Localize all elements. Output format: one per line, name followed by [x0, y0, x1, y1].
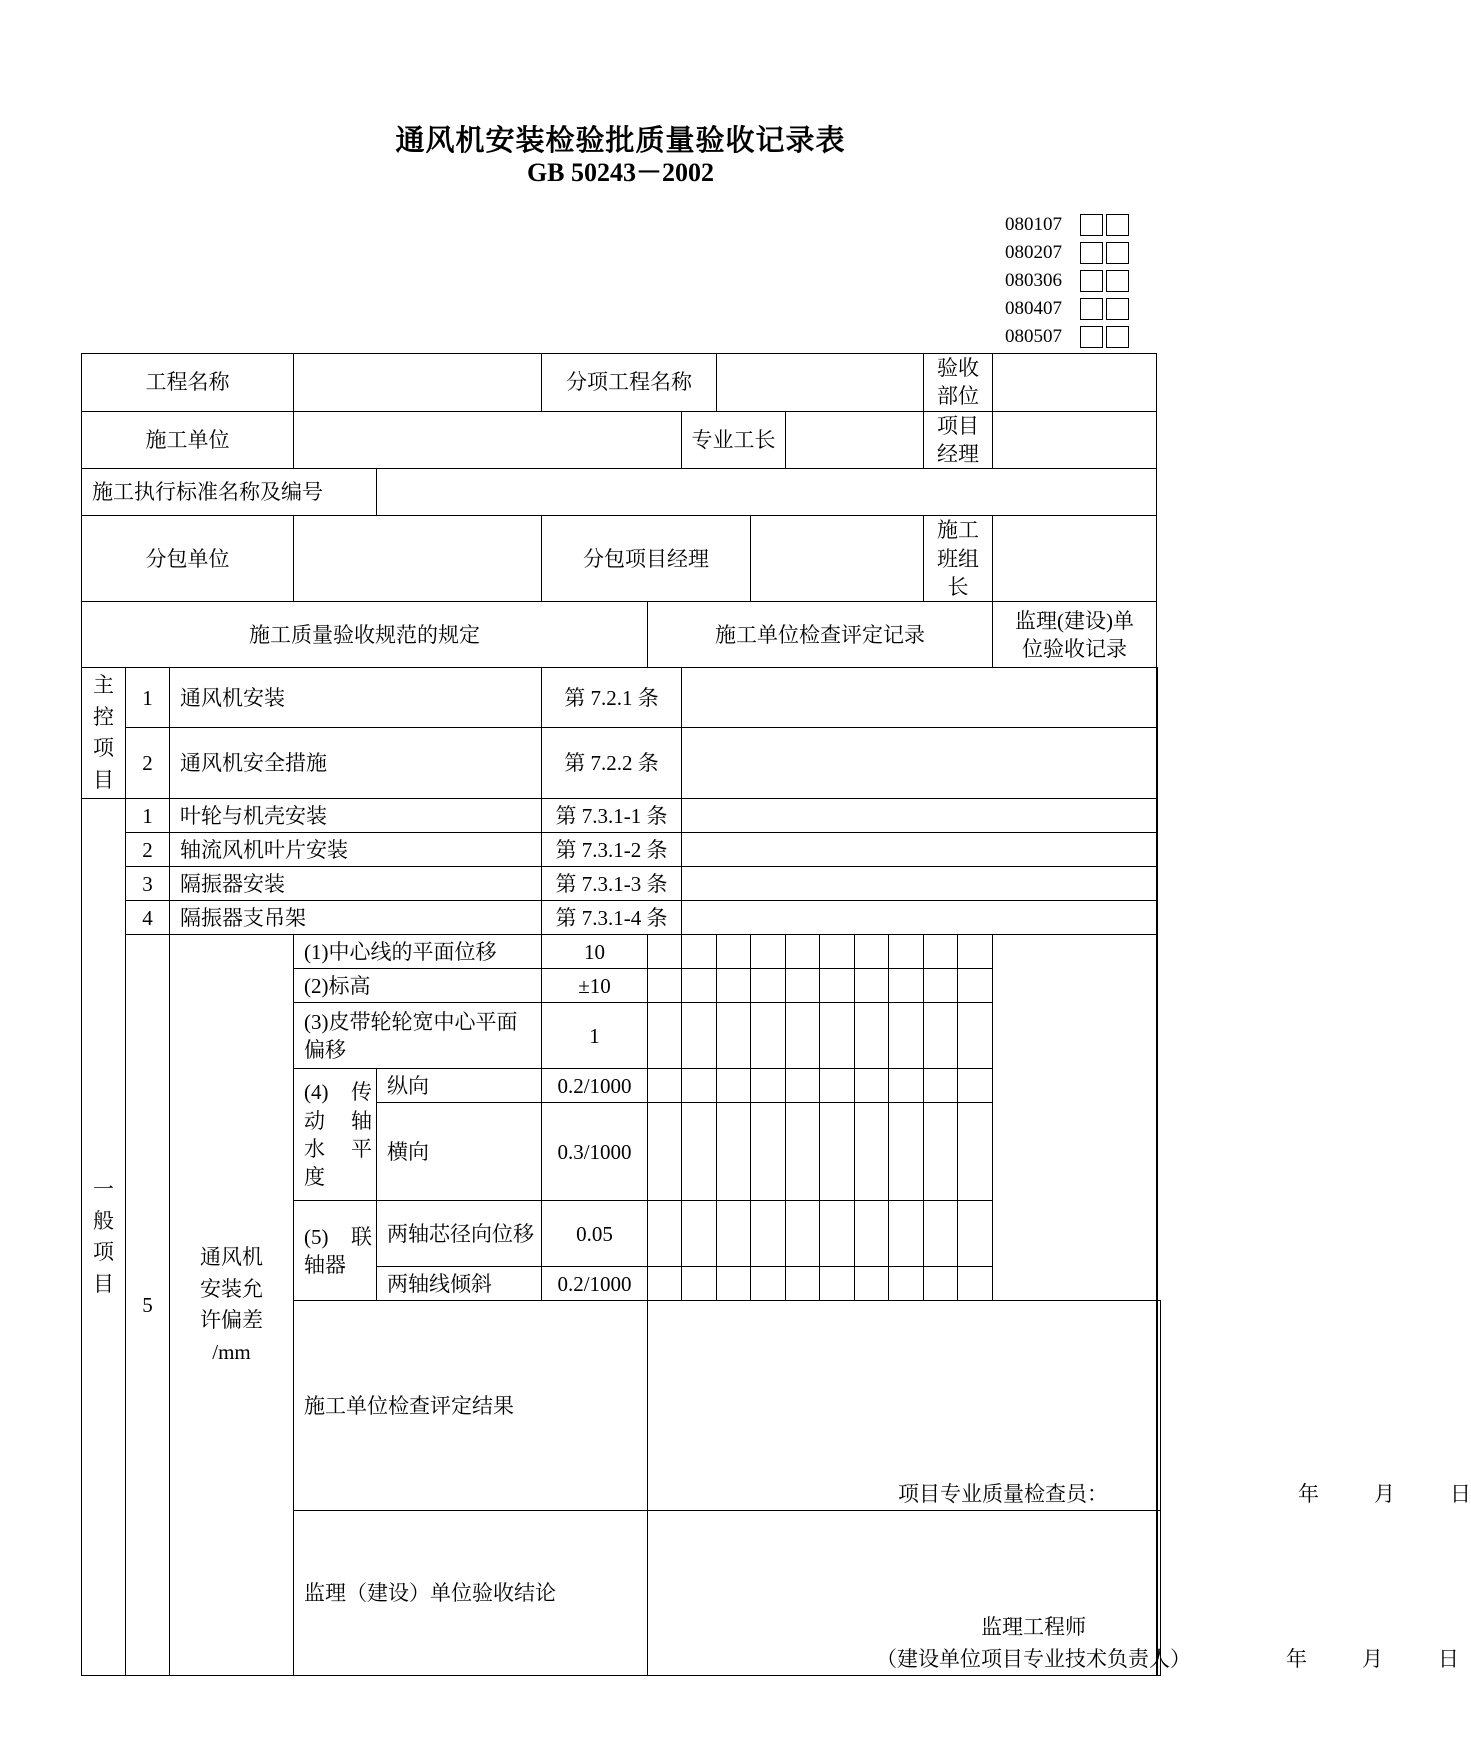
date-day: 日 [1450, 1482, 1471, 1507]
measure-cell[interactable] [820, 1267, 855, 1301]
measure-cell[interactable] [924, 1103, 958, 1201]
foreman-label: 专业工长 [682, 411, 786, 469]
code-box[interactable] [1106, 270, 1129, 292]
code-box[interactable] [1080, 270, 1103, 292]
responsible-label: （建设单位项目专业技术负责人） [876, 1647, 1191, 1672]
measure-cell[interactable] [682, 969, 717, 1003]
code-number: 080507 [1005, 326, 1062, 347]
standard-name-field[interactable] [377, 469, 1157, 516]
item-name: 叶轮与机壳安装 [170, 799, 542, 833]
item-clause: 第 7.3.1-1 条 [542, 799, 682, 833]
measure-cell[interactable] [889, 935, 924, 969]
measure-cell[interactable] [958, 969, 993, 1003]
item-name: 隔振器支吊架 [170, 901, 542, 935]
inspector-label: 项目专业质量检查员： [898, 1482, 1108, 1507]
deviation-name: 两轴线倾斜 [377, 1267, 542, 1301]
measure-cell[interactable] [958, 1103, 993, 1201]
measure-cell[interactable] [717, 1003, 751, 1069]
measure-cell[interactable] [682, 1267, 717, 1301]
engineer-label: 监理工程师 [981, 1615, 1086, 1640]
measure-cell[interactable] [717, 1103, 751, 1201]
date-month: 月 [1374, 1482, 1395, 1507]
acceptance-part-field[interactable] [993, 354, 1157, 412]
deviation-name: (3)皮带轮轮宽中心平面偏移 [294, 1003, 542, 1069]
measure-cell[interactable] [855, 1201, 889, 1267]
date-day: 日 [1438, 1647, 1459, 1672]
item5-name-line: /mm [212, 1339, 251, 1364]
measure-cell[interactable] [751, 1069, 786, 1103]
item-number: 1 [126, 668, 170, 728]
measure-cell[interactable] [924, 1267, 958, 1301]
measure-cell[interactable] [855, 1103, 889, 1201]
code-box[interactable] [1106, 242, 1129, 264]
measure-cell[interactable] [717, 1069, 751, 1103]
project-name-field[interactable] [294, 354, 542, 412]
construction-unit-field[interactable] [294, 411, 682, 469]
acceptance-table [81, 353, 1471, 1676]
group-line: (5) 联 [304, 1224, 372, 1249]
deviation-name: 横向 [377, 1103, 542, 1201]
check-record-cell[interactable] [682, 833, 1157, 867]
deviation-group [294, 1201, 377, 1301]
measure-cell[interactable] [717, 1267, 751, 1301]
measure-cell[interactable] [751, 1201, 786, 1267]
team-leader-label: 施工班组长 [924, 516, 993, 602]
item-number: 4 [126, 901, 170, 935]
spec-header: 施工质量验收规范的规定 [82, 602, 648, 668]
item5-name-line: 通风机 [200, 1245, 263, 1270]
measure-cell[interactable] [648, 969, 682, 1003]
project-manager-label: 项目经理 [924, 411, 993, 469]
code-box[interactable] [1106, 298, 1129, 320]
conclusion-field[interactable] [648, 1511, 1459, 1676]
subcontract-manager-field[interactable] [751, 516, 924, 602]
measure-cell[interactable] [820, 1003, 855, 1069]
check-record-cell[interactable] [682, 799, 1157, 833]
date-month: 月 [1362, 1647, 1383, 1672]
measure-cell[interactable] [855, 935, 889, 969]
deviation-value: ±10 [542, 969, 648, 1003]
acceptance-part-label: 验收部位 [924, 354, 993, 412]
measure-cell[interactable] [682, 1069, 717, 1103]
project-manager-field[interactable] [993, 411, 1157, 469]
measure-cell[interactable] [820, 935, 855, 969]
measure-cell[interactable] [958, 935, 993, 969]
code-box[interactable] [1080, 214, 1103, 236]
code-number: 080207 [1005, 242, 1062, 263]
measure-cell[interactable] [924, 1003, 958, 1069]
measure-cell[interactable] [820, 1103, 855, 1201]
measure-cell[interactable] [855, 1267, 889, 1301]
measure-cell[interactable] [648, 1201, 682, 1267]
main-control-label [82, 668, 126, 799]
deviation-name: 纵向 [377, 1069, 542, 1103]
measure-cell[interactable] [786, 1267, 820, 1301]
measure-cell[interactable] [786, 1103, 820, 1201]
measure-cell[interactable] [889, 1069, 924, 1103]
deviation-name: 两轴芯径向位移 [377, 1201, 542, 1267]
general-label [82, 799, 126, 1676]
label-char: 一 [93, 1177, 114, 1202]
measure-cell[interactable] [889, 1267, 924, 1301]
measure-cell[interactable] [717, 969, 751, 1003]
item-clause: 第 7.2.1 条 [542, 668, 682, 728]
supervision-record-cell[interactable] [1157, 668, 1158, 799]
code-list [1005, 211, 1129, 351]
measure-cell[interactable] [751, 1003, 786, 1069]
item-number: 5 [126, 935, 170, 1676]
measure-cell[interactable] [958, 1267, 993, 1301]
code-number: 080306 [1005, 270, 1062, 291]
sub-project-name-label: 分项工程名称 [542, 354, 717, 412]
measure-cell[interactable] [958, 1003, 993, 1069]
measure-cell[interactable] [855, 969, 889, 1003]
measure-cell[interactable] [924, 935, 958, 969]
measure-cell[interactable] [751, 935, 786, 969]
measure-cell[interactable] [717, 935, 751, 969]
measure-cell[interactable] [751, 969, 786, 1003]
measure-cell[interactable] [786, 969, 820, 1003]
measure-cell[interactable] [855, 1069, 889, 1103]
supervision-header [993, 602, 1157, 668]
item5-name [170, 935, 294, 1676]
measure-cell[interactable] [682, 935, 717, 969]
item-name: 通风机安装 [170, 668, 542, 728]
label-char: 般 [93, 1208, 114, 1233]
deviation-value: 0.2/1000 [542, 1267, 648, 1301]
deviation-value: 0.3/1000 [542, 1103, 648, 1201]
measure-cell[interactable] [924, 1201, 958, 1267]
measure-cell[interactable] [820, 969, 855, 1003]
code-box[interactable] [1080, 326, 1103, 348]
measure-cell[interactable] [924, 1069, 958, 1103]
label-char: 项 [93, 1240, 114, 1265]
item-name: 通风机安全措施 [170, 728, 542, 799]
item-name: 隔振器安装 [170, 867, 542, 901]
measure-cell[interactable] [958, 1201, 993, 1267]
form-title: 通风机安装检验批质量验收记录表 [395, 125, 846, 157]
check-record-cell[interactable] [682, 668, 1157, 728]
check-record-header: 施工单位检查评定记录 [648, 602, 993, 668]
measure-cell[interactable] [648, 1069, 682, 1103]
code-row [1005, 295, 1129, 323]
check-record-cell[interactable] [682, 901, 1157, 935]
code-box[interactable] [1080, 298, 1103, 320]
code-row [1005, 239, 1129, 267]
measure-cell[interactable] [682, 1003, 717, 1069]
measure-cell[interactable] [958, 1069, 993, 1103]
result-field[interactable] [648, 1301, 1471, 1511]
measure-cell[interactable] [648, 935, 682, 969]
group-line: 水 平 [304, 1136, 372, 1161]
measure-cell[interactable] [786, 1201, 820, 1267]
item-clause: 第 7.3.1-2 条 [542, 833, 682, 867]
measure-cell[interactable] [786, 1069, 820, 1103]
measure-cell[interactable] [924, 969, 958, 1003]
conclusion-label: 监理（建设）单位验收结论 [294, 1511, 648, 1676]
code-box[interactable] [1106, 326, 1129, 348]
item-number: 1 [126, 799, 170, 833]
group-line: 度 [304, 1165, 325, 1190]
code-row [1005, 267, 1129, 295]
measure-cell[interactable] [889, 1103, 924, 1201]
item-clause: 第 7.3.1-3 条 [542, 867, 682, 901]
measure-cell[interactable] [786, 935, 820, 969]
measure-cell[interactable] [786, 1003, 820, 1069]
subcontract-unit-field[interactable] [294, 516, 542, 602]
measure-cell[interactable] [682, 1201, 717, 1267]
measure-cell[interactable] [648, 1103, 682, 1201]
item-clause: 第 7.2.2 条 [542, 728, 682, 799]
construction-unit-label: 施工单位 [82, 411, 294, 469]
group-line: (4) 传 [304, 1080, 372, 1105]
label-char: 目 [93, 767, 114, 792]
item5-name-line: 许偏差 [200, 1308, 263, 1333]
group-line: 轴器 [304, 1252, 346, 1277]
standard-name-label: 施工执行标准名称及编号 [82, 469, 377, 516]
deviation-name: (1)中心线的平面位移 [294, 935, 542, 969]
date-year: 年 [1298, 1482, 1319, 1507]
subcontract-unit-label: 分包单位 [82, 516, 294, 602]
measure-cell[interactable] [889, 969, 924, 1003]
standard-code: GB 50243－2002 [526, 158, 715, 187]
measure-cell[interactable] [648, 1267, 682, 1301]
measure-cell[interactable] [648, 1003, 682, 1069]
code-box[interactable] [1106, 214, 1129, 236]
measure-cell[interactable] [889, 1201, 924, 1267]
item-clause: 第 7.3.1-4 条 [542, 901, 682, 935]
item-number: 3 [126, 867, 170, 901]
supervision-header-line: 位验收记录 [1022, 636, 1127, 661]
deviation-value: 0.05 [542, 1201, 648, 1267]
deviation-name: (2)标高 [294, 969, 542, 1003]
label-char: 控 [93, 704, 114, 729]
code-number: 080407 [1005, 298, 1062, 319]
label-char: 目 [93, 1271, 114, 1296]
code-row [1005, 323, 1129, 351]
deviation-value: 10 [542, 935, 648, 969]
result-label: 施工单位检查评定结果 [294, 1301, 648, 1511]
measure-cell[interactable] [751, 1103, 786, 1201]
foreman-field[interactable] [786, 411, 924, 469]
measure-cell[interactable] [855, 1003, 889, 1069]
measure-cell[interactable] [889, 1003, 924, 1069]
deviation-group [294, 1069, 377, 1201]
group-line: 动 轴 [304, 1108, 372, 1133]
deviation-value: 0.2/1000 [542, 1069, 648, 1103]
code-box[interactable] [1080, 242, 1103, 264]
date-year: 年 [1286, 1647, 1307, 1672]
check-record-cell[interactable] [682, 867, 1157, 901]
team-leader-field[interactable] [993, 516, 1157, 602]
measure-cell[interactable] [717, 1201, 751, 1267]
deviation-value: 1 [542, 1003, 648, 1069]
item-name: 轴流风机叶片安装 [170, 833, 542, 867]
label-char: 主 [93, 673, 114, 698]
measure-cell[interactable] [751, 1267, 786, 1301]
label-char: 项 [93, 736, 114, 761]
item-number: 2 [126, 833, 170, 867]
item-number: 2 [126, 728, 170, 799]
supervision-header-line: 监理(建设)单 [1015, 608, 1134, 633]
subcontract-manager-label: 分包项目经理 [542, 516, 751, 602]
measure-cell[interactable] [820, 1069, 855, 1103]
measure-cell[interactable] [820, 1201, 855, 1267]
measure-cell[interactable] [682, 1103, 717, 1201]
code-row [1005, 211, 1129, 239]
code-number: 080107 [1005, 214, 1062, 235]
sub-project-name-field[interactable] [717, 354, 924, 412]
item5-name-line: 安装允 [200, 1276, 263, 1301]
project-name-label: 工程名称 [82, 354, 294, 412]
check-record-cell[interactable] [682, 728, 1157, 799]
